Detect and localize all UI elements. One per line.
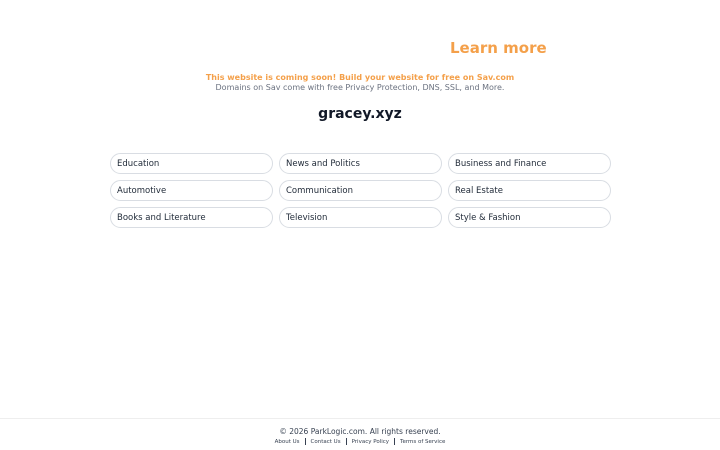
footer-separator <box>346 438 347 445</box>
footer-link-terms-of-service[interactable]: Terms of Service <box>400 439 446 445</box>
copyright-text: © 2026 ParkLogic.com. All rights reserved. <box>279 427 441 436</box>
category-business-and-finance[interactable]: Business and Finance <box>448 153 611 174</box>
footer-link-privacy-policy[interactable]: Privacy Policy <box>351 439 390 445</box>
footer-link-contact-us[interactable]: Contact Us <box>310 439 341 445</box>
footer-separator <box>394 438 395 445</box>
promo-subline: Domains on Sav come with free Privacy Protection, DNS, SSL, and More. <box>215 83 505 92</box>
category-communication[interactable]: Communication <box>279 180 442 201</box>
footer-separator <box>305 438 306 445</box>
category-news-and-politics[interactable]: News and Politics <box>279 153 442 174</box>
learn-more-link[interactable]: Learn more <box>450 39 547 57</box>
category-real-estate[interactable]: Real Estate <box>448 180 611 201</box>
category-automotive[interactable]: Automotive <box>110 180 273 201</box>
promo-headline[interactable]: This website is coming soon! Build your website for free on Sav.com <box>205 73 515 82</box>
domain-name-title: gracey.xyz <box>318 106 402 122</box>
footer-links <box>0 438 720 446</box>
category-television[interactable]: Television <box>279 207 442 228</box>
category-books-and-literature[interactable]: Books and Literature <box>110 207 273 228</box>
category-education[interactable]: Education <box>110 153 273 174</box>
category-grid <box>110 153 610 228</box>
category-style-and-fashion[interactable]: Style & Fashion <box>448 207 611 228</box>
promo-banner <box>0 73 720 93</box>
footer-link-about-us[interactable]: About Us <box>274 439 300 445</box>
page-footer <box>0 418 720 450</box>
